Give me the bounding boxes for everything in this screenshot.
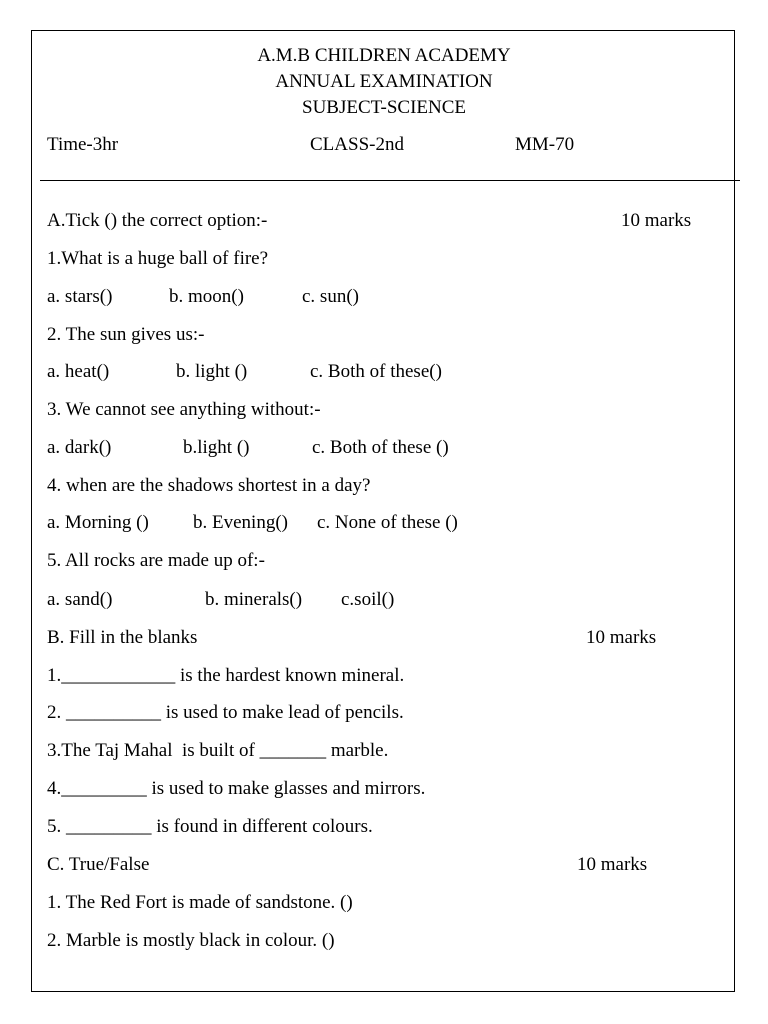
fill-blank-1: 1.____________ is the hardest known mineral.: [47, 665, 405, 686]
section-b-marks: 10 marks: [586, 627, 657, 648]
q3-option-b: b.light (): [183, 437, 250, 458]
header-divider: [40, 180, 740, 181]
school-name: A.M.B CHILDREN ACADEMY: [257, 45, 511, 66]
fill-blank-3: 3.The Taj Mahal is built of _______ marble.: [47, 740, 389, 761]
exam-title: ANNUAL EXAMINATION: [275, 71, 493, 92]
class-label: CLASS-2nd: [310, 134, 404, 155]
q1-option-c: c. sun(): [302, 286, 359, 307]
q2-option-c: c. Both of these(): [310, 361, 442, 382]
time-label: Time-3hr: [47, 134, 119, 155]
q4-option-c: c. None of these (): [317, 512, 458, 533]
fill-blank-5: 5. _________ is found in different colours.: [47, 816, 373, 837]
question-3: 3. We cannot see anything without:-: [47, 399, 321, 420]
q1-option-b: b. moon(): [169, 286, 244, 307]
fill-blank-2: 2. __________ is used to make lead of pencils.: [47, 702, 404, 723]
q1-option-a: a. stars(): [47, 286, 113, 307]
question-2: 2. The sun gives us:-: [47, 324, 205, 345]
q4-option-b: b. Evening(): [193, 512, 288, 533]
subject-title: SUBJECT-SCIENCE: [302, 97, 466, 118]
question-4: 4. when are the shadows shortest in a day?: [47, 475, 371, 496]
section-c-marks: 10 marks: [577, 854, 648, 875]
q4-option-a: a. Morning (): [47, 512, 149, 533]
section-a-marks: 10 marks: [621, 210, 692, 231]
section-b-title: B. Fill in the blanks: [47, 627, 198, 648]
fill-blank-4: 4._________ is used to make glasses and mirrors.: [47, 778, 426, 799]
true-false-1: 1. The Red Fort is made of sandstone. (): [47, 892, 353, 913]
q5-option-c: c.soil(): [341, 589, 395, 610]
q5-option-b: b. minerals(): [205, 589, 303, 610]
q2-option-b: b. light (): [176, 361, 248, 382]
page-border: [31, 30, 735, 992]
q5-option-a: a. sand(): [47, 589, 113, 610]
question-5: 5. All rocks are made up of:-: [47, 550, 265, 571]
question-1: 1.What is a huge ball of fire?: [47, 248, 269, 269]
max-marks-label: MM-70: [515, 134, 575, 155]
section-c-title: C. True/False: [47, 854, 150, 875]
q3-option-c: c. Both of these (): [312, 437, 449, 458]
q3-option-a: a. dark(): [47, 437, 112, 458]
q2-option-a: a. heat(): [47, 361, 110, 382]
true-false-2: 2. Marble is mostly black in colour. (): [47, 930, 335, 951]
section-a-title: A.Tick () the correct option:-: [47, 210, 268, 231]
